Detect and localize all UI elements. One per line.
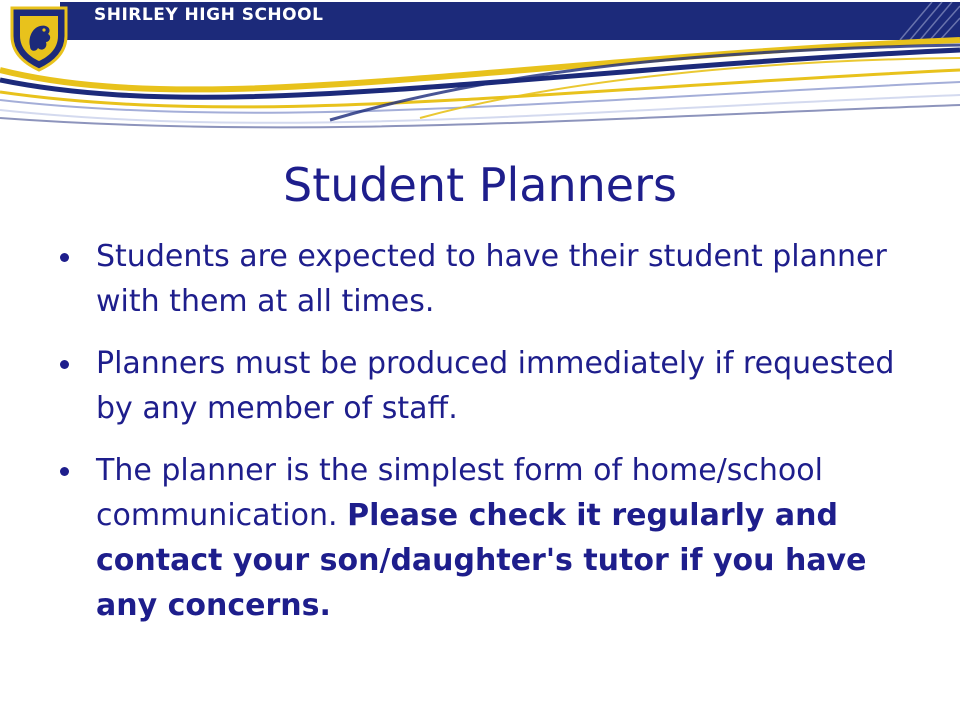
bullet-text: Students are expected to have their student planner with them at all times.	[96, 239, 887, 319]
school-crest-logo	[8, 2, 70, 72]
bullet-list	[56, 234, 906, 645]
bullet-item	[56, 448, 906, 628]
bullet-bold-text: Please check it regularly and contact your son/daughter's tutor if you have any concerns.	[96, 498, 867, 623]
school-name-banner-text: SHIRLEY HIGH SCHOOL	[94, 5, 324, 25]
bullet-dot-icon	[60, 360, 69, 369]
bullet-text: The planner is the simplest form of home/school communication.	[96, 453, 823, 533]
bullet-item	[56, 234, 906, 324]
bullet-dot-icon	[60, 467, 69, 476]
bullet-item	[56, 341, 906, 431]
slide-title: Student Planners	[283, 157, 677, 212]
bullet-text: Planners must be produced immediately if requested by any member of staff.	[96, 346, 895, 426]
bullet-dot-icon	[60, 253, 69, 262]
